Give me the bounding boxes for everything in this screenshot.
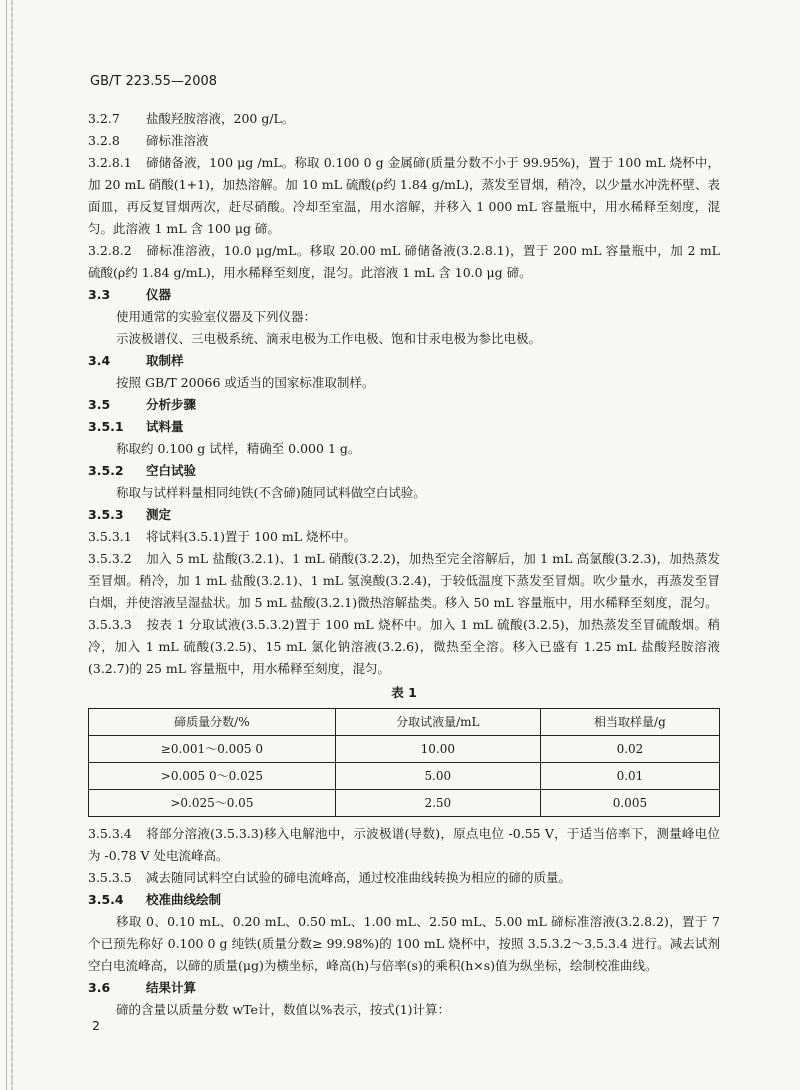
section-3-5-2-heading: 3.5.2 空白试验 [88,463,197,478]
table-1 [88,708,720,817]
table-cell: 0.005 [540,790,719,817]
section-3-3-p1: 使用通常的实验室仪器及下列仪器： [116,309,317,324]
table-row [89,736,720,763]
section-3-6-p1: 碲的含量以质量分数 wTe计，数值以%表示，按式(1)计算： [116,1002,451,1017]
section-3-5-3-heading: 3.5.3 测定 [88,507,172,522]
page-number: 2 [92,1018,100,1033]
table-cell: 2.50 [335,790,540,817]
table-cell: >0.025～0.05 [89,790,336,817]
table-header-cell: 碲质量分数/% [89,709,336,736]
table-1-caption: 表 1 [391,685,417,700]
table-cell: >0.005 0～0.025 [89,763,336,790]
section-3-5-1-p1: 称取约 0.100 g 试样，精确至 0.000 1 g。 [116,441,361,456]
section-3-5-3-3: 3.5.3.3 按表 1 分取试液(3.5.3.2)置于 100 mL 烧杯中。加入 1 mL 硫酸(3.2.5)，加热蒸发至冒硫酸烟。稍冷，加入 1 mL 硫酸(3.2.5)、15 mL 氯化钠溶液(3.2.6)，微热至全溶。移入已盛有 1.25 mL 盐酸羟胺溶液(3.2.7)的 25 mL 容量瓶中，用水稀释至刻度，混匀。 [88,617,720,676]
table-cell: 5.00 [335,763,540,790]
binding-dots [11,0,13,1090]
section-3-3-heading: 3.3 仪器 [88,287,172,302]
section-3-5-3-1: 3.5.3.1 将试料(3.5.1)置于 100 mL 烧杯中。 [88,529,356,544]
section-3-4-heading: 3.4 取制样 [88,353,184,368]
section-3-4-p1: 按照 GB/T 20066 或适当的国家标准取制样。 [116,375,375,390]
section-3-3-p2: 示波极谱仪、三电极系统、滴汞电极为工作电极、饱和甘汞电极为参比电极。 [116,331,542,346]
section-3-5-3-4: 3.5.3.4 将部分溶液(3.5.3.3)移入电解池中，示波极谱(导数)，原点电位 -0.55 V，于适当倍率下，测量峰电位为 -0.78 V 处电流峰高。 [88,826,720,863]
section-3-5-4-p1: 移取 0、0.10 mL、0.20 mL、0.50 mL、1.00 mL、2.50 mL、5.00 mL 碲标准溶液(3.2.8.2)，置于 7 个已预先称好 0.100 0 g 纯铁(质量分数≥ 99.98%)的 100 mL 烧杯中，按照 3.5.3.2～3.5.3.4 进行。减去试剂空白电流峰高，以碲的质量(μg)为横坐标，峰高(h)与倍率(s)的乘积(h×s)值为纵坐标，绘制校准曲线。 [88,914,720,973]
table-row [89,790,720,817]
table-row [89,763,720,790]
section-3-2-8-1: 3.2.8.1 碲储备液，100 μg /mL。称取 0.100 0 g 金属碲(质量分数不小于 99.95%)，置于 100 mL 烧杯中，加 20 mL 硝酸(1+1)，加热溶解。加 10 mL 硫酸(ρ约 1.84 g/mL)，蒸发至冒烟，稍冷，以少量水冲洗杯壁、表面皿，再反复冒烟两次，赶尽硝酸。冷却至室温，用水溶解，并移入 1 000 mL 容量瓶中，用水稀释至刻度，混匀。此溶液 1 mL 含 100 μg 碲。 [88,155,720,236]
table-cell: ≥0.001～0.005 0 [89,736,336,763]
document-body [88,108,720,1021]
table-cell: 10.00 [335,736,540,763]
section-3-5-heading: 3.5 分析步骤 [88,397,197,412]
section-3-5-1-heading: 3.5.1 试料量 [88,419,184,434]
section-3-6-heading: 3.6 结果计算 [88,980,197,995]
standard-number: GB/T 223.55—2008 [90,74,218,89]
section-3-5-3-2: 3.5.3.2 加入 5 mL 盐酸(3.2.1)、1 mL 硝酸(3.2.2)，加热至完全溶解后，加 1 mL 高氯酸(3.2.3)，加热蒸发至冒烟。稍冷，加 1 mL 盐酸(3.2.1)、1 mL 氢溴酸(3.2.4)，于较低温度下蒸发至冒烟。吹少量水，再蒸发至冒白烟，并使溶液呈湿盐状。加 5 mL 盐酸(3.2.1)微热溶解盐类。移入 50 mL 容量瓶中，用水稀释至刻度，混匀。 [88,551,720,610]
section-3-5-2-p1: 称取与试样料量相同纯铁(不含碲)随同试料做空白试验。 [116,485,426,500]
binding-edge [6,0,7,1090]
table-header-row [89,709,720,736]
table-header-cell: 分取试液量/mL [335,709,540,736]
table-cell: 0.01 [540,763,719,790]
section-3-5-3-5: 3.5.3.5 减去随同试料空白试验的碲电流峰高，通过校准曲线转换为相应的碲的质量。 [88,870,572,885]
table-header-cell: 相当取样量/g [540,709,719,736]
section-3-2-8: 3.2.8 碲标准溶液 [88,133,209,148]
section-3-5-4-heading: 3.5.4 校准曲线绘制 [88,892,222,907]
section-3-2-8-2: 3.2.8.2 碲标准溶液，10.0 μg/mL。移取 20.00 mL 碲储备液(3.2.8.1)，置于 200 mL 容量瓶中，加 2 mL 硫酸(ρ约 1.84 g/mL)，用水稀释至刻度，混匀。此溶液 1 mL 含 10.0 μg 碲。 [88,243,720,280]
table-cell: 0.02 [540,736,719,763]
section-3-2-7: 3.2.7 盐酸羟胺溶液，200 g/L。 [88,111,295,126]
